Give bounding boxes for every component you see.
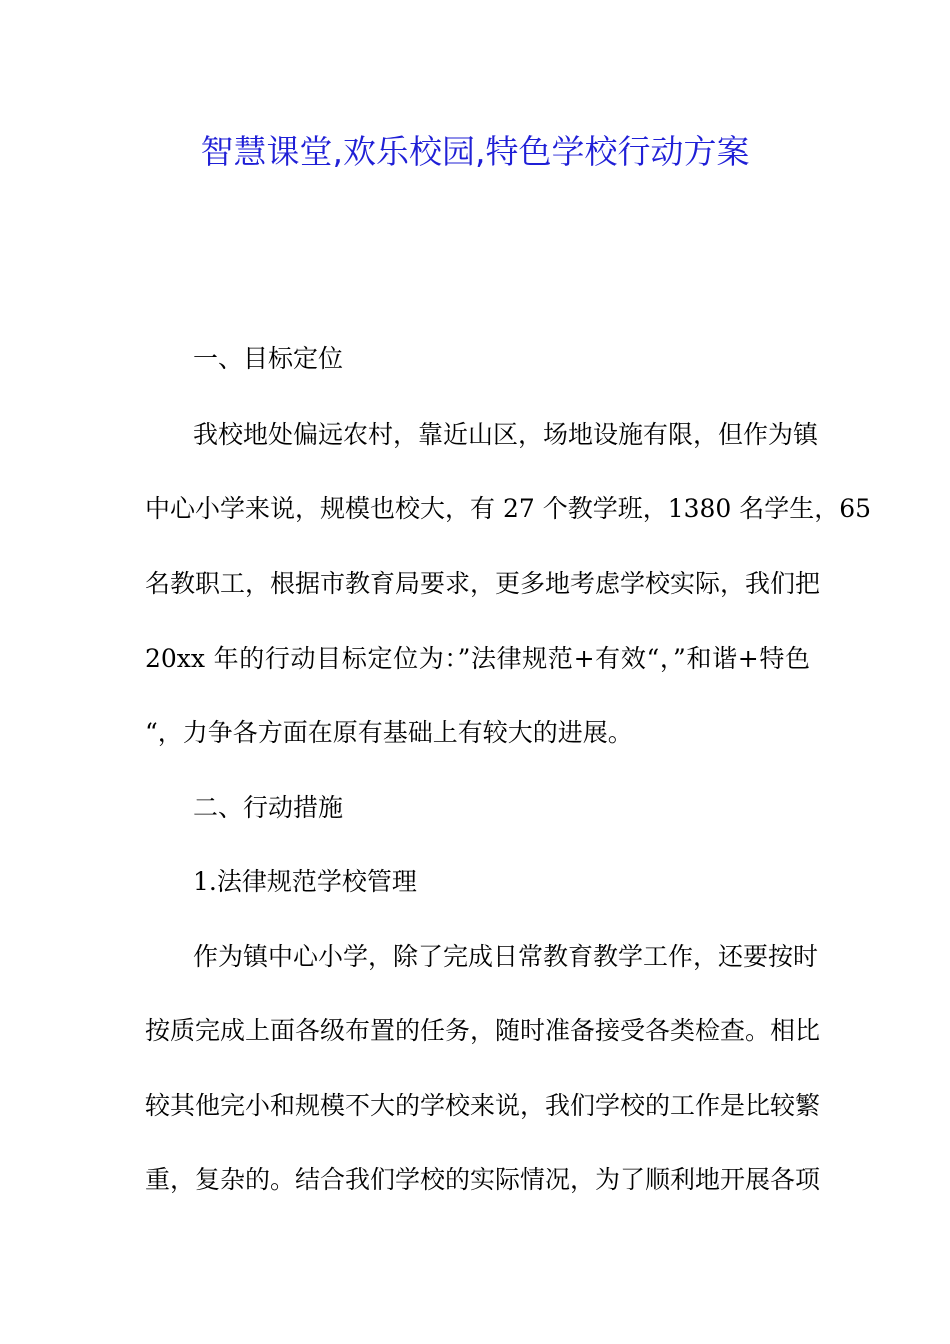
paragraph-1-line-1: 我校地处偏远农村，靠近山区，场地设施有限，但作为镇 <box>193 420 819 449</box>
heading-action-measures: 二、行动措施 <box>193 793 344 822</box>
heading-goal-positioning: 一、目标定位 <box>193 344 344 373</box>
subheading-legal-management: 1.法律规范学校管理 <box>193 867 417 896</box>
paragraph-2-line-1: 作为镇中心小学，除了完成日常教育教学工作，还要按时 <box>193 942 819 971</box>
paragraph-1-line-5: “，力争各方面在原有基础上有较大的进展。 <box>145 718 633 747</box>
paragraph-2-line-4: 重，复杂的。结合我们学校的实际情况，为了顺利地开展各项 <box>145 1165 821 1194</box>
document-title: 智慧课堂,欢乐校园,特色学校行动方案 <box>200 132 750 171</box>
paragraph-1-line-4: 20xx 年的行动目标定位为：”法律规范+有效“，”和谐+特色 <box>145 644 810 673</box>
paragraph-2-line-2: 按质完成上面各级布置的任务，随时准备接受各类检查。相比 <box>145 1016 821 1045</box>
paragraph-1-line-2: 中心小学来说，规模也校大，有 27 个教学班，1380 名学生，65 <box>145 494 872 523</box>
paragraph-1-line-3: 名教职工，根据市教育局要求，更多地考虑学校实际，我们把 <box>145 569 821 598</box>
paragraph-2-line-3: 较其他完小和规模不大的学校来说，我们学校的工作是比较繁 <box>145 1091 821 1120</box>
